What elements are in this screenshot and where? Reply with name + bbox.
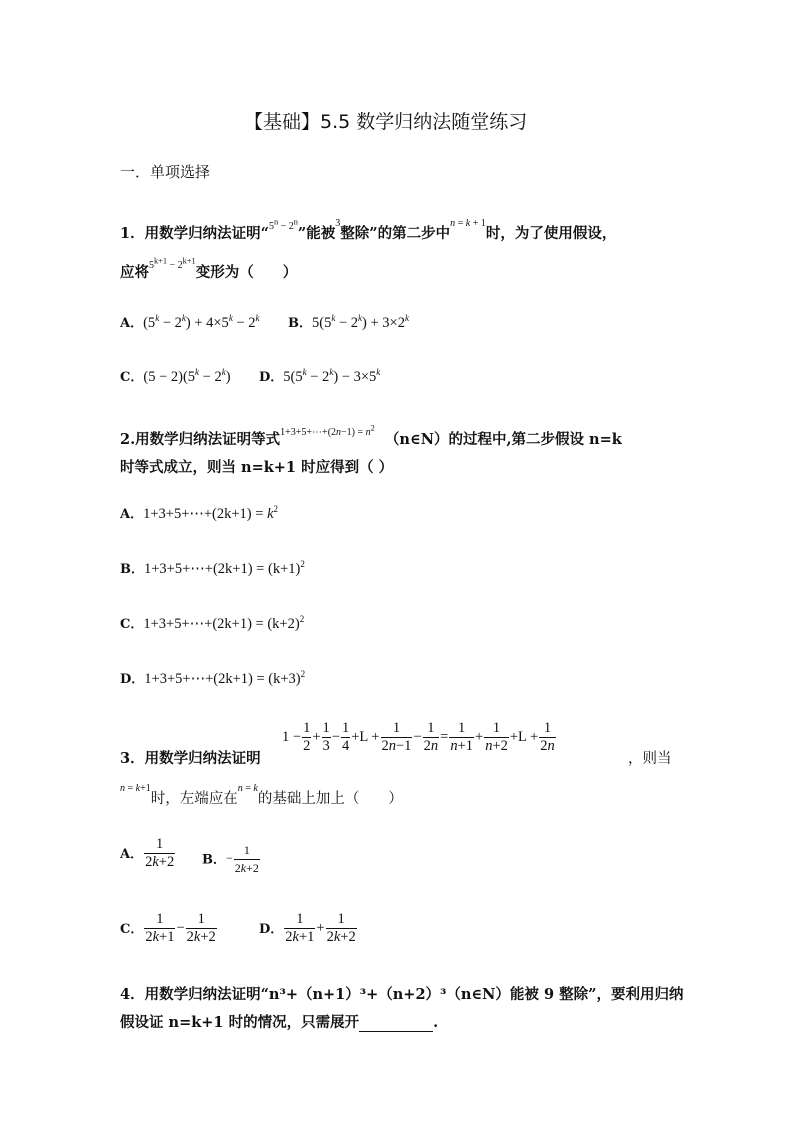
question-2-line-2: 时等式成立，则当 n=k+1 时应得到（ ） xyxy=(120,459,394,476)
question-2-option-d[interactable]: D．1+3+5+⋯+(2k+1) = $(k+3)^2$ xyxy=(120,669,306,687)
question-3-option-a[interactable]: A． $\frac{1}{2k+2}$ xyxy=(120,836,175,870)
question-3-formula: 1 − $\frac{1}{2}$ + $\frac{1}{3}$ − $\frac{1}{4}$ +L + $\frac{1}{2n-1}$ − $\frac{1}{2n}$ = $\frac{1}{n+1}$ + $\frac{1}{n+2}$ +L + $\frac{1}{2n}$ xyxy=(282,720,555,754)
question-1-line-2: 应将$^{5^{k+1} - 2^{k+1}}$变形为（ ） xyxy=(120,257,298,281)
question-3-option-b[interactable]: B．− $\frac{1}{2k+2}$ xyxy=(202,843,259,875)
question-3-option-d[interactable]: D． $\frac{1}{2k+1}$ + $\frac{1}{2k+2}$ xyxy=(259,911,356,945)
question-1-line-1: 1．用数学归纳法证明“$^{5^n - 2^n}$”能被$^3$整除”的第二步中$^{n = k + 1}$时，为了使用假设， xyxy=(120,218,617,242)
question-1-option-d[interactable]: D．$5(5^k - 2^k) - 3\times 5^k$ xyxy=(259,367,381,385)
question-3-prefix: 3．用数学归纳法证明 xyxy=(120,750,261,767)
question-2-option-c[interactable]: C．1+3+5+⋯+(2k+1) = $(k+2)^2$ xyxy=(120,614,305,632)
page-title: 【基础】5.5 数学归纳法随堂练习 xyxy=(244,111,528,133)
question-3-suffix: ，则当 xyxy=(628,751,672,767)
question-1-option-c[interactable]: C．$(5 - 2)(5^k - 2^k)$ xyxy=(120,367,231,385)
question-4-line-1: 4．用数学归纳法证明“n³+（n+1）³+（n+2）³（n∈N）能被 9 整除”，要利用归纳 xyxy=(120,986,684,1003)
question-2-line-1: 2.用数学归纳法证明等式$^{1+3+5+\cdots+(2n-1) = n^2}$ （n∈N）的过程中,第二步假设 n=k xyxy=(120,424,622,448)
question-3-option-c[interactable]: C． $\frac{1}{2k+1}$ − $\frac{1}{2k+2}$ xyxy=(120,911,216,945)
section-heading: 一．单项选择 xyxy=(120,163,211,181)
question-4-line-2: 假设证 n=k+1 时的情况，只需展开 . xyxy=(120,1014,439,1031)
question-2-option-b[interactable]: B．1+3+5+⋯+(2k+1) = $(k+1)^2$ xyxy=(120,559,305,577)
answer-blank[interactable] xyxy=(359,1017,433,1032)
question-1-option-a[interactable]: A．$(5^k - 2^k) + 4\times 5^k - 2^k$ xyxy=(120,313,260,331)
question-1-option-b[interactable]: B．$5(5^k - 2^k) + 3\times 2^k$ xyxy=(288,313,409,331)
question-2-option-a[interactable]: A．1+3+5+⋯+(2k+1) = $k^2$ xyxy=(120,504,279,522)
question-3-line-2: $^{n = k+1}$时，左端应在$^{n = k}$的基础上加上（ ） xyxy=(120,783,403,807)
